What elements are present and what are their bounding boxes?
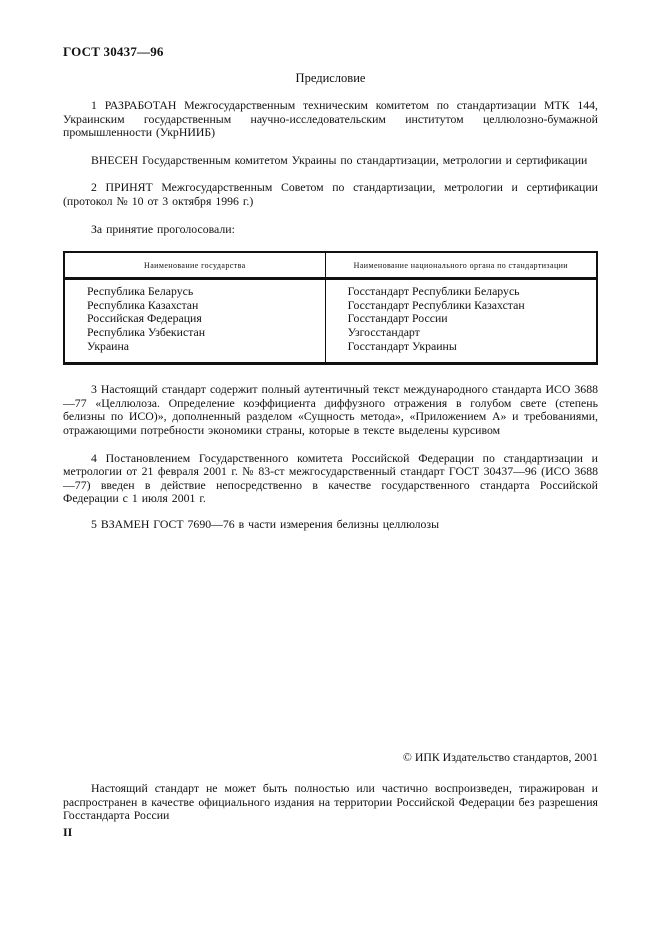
table-row: [64, 299, 597, 313]
table-cell-state: Украина: [64, 340, 325, 364]
table-cell-body: Узгосстандарт: [347, 324, 420, 339]
paragraph-adopted: [63, 181, 598, 208]
doc-code-header: ГОСТ 30437—96: [63, 44, 164, 59]
paragraph-voted-intro: [63, 223, 598, 237]
page-number: II: [63, 825, 73, 839]
paragraph-voted-intro-text: За принятие проголосовали:: [91, 221, 235, 236]
paragraph-decree-text: 4 Постановлением Государственного комитета Российской Федерации по стандартизации и метрологии от 21 февраля 2001 г. № 83-ст межгосударственный стандарт ГОСТ 30437—96 (ИСО 3688—77) введен в действие непосредственно в качестве государственного стандарта Российской Федерации с 1 июля 2001 г.: [63, 450, 598, 506]
copyright-line: © ИПК Издательство стандартов, 2001: [402, 750, 598, 764]
vote-table-header-body: Наименование национального органа по стандартизации: [325, 252, 597, 279]
paragraph-replaces: [63, 518, 598, 532]
paragraph-developed-text: 1 РАЗРАБОТАН Межгосударственным техническим комитетом по стандартизации МТК 144, Украинским государственным научно-исследовательским институтом целлюлозно-бумажной промышленности (УкрНИИБ): [63, 98, 598, 140]
table-row: [64, 312, 597, 326]
vote-table-header-row: [64, 252, 597, 279]
table-cell-state: Республика Узбекистан: [64, 326, 325, 340]
restriction-note: [63, 782, 598, 823]
paragraph-contains: [63, 383, 598, 437]
table-row: [64, 340, 597, 364]
vote-table-body: [64, 279, 597, 364]
preface-title: Предисловие: [295, 71, 366, 85]
table-cell-state: Республика Беларусь: [64, 279, 325, 299]
table-row: [64, 279, 597, 299]
restriction-note-text: Настоящий стандарт не может быть полностью или частично воспроизведен, тиражирован и распространен в качестве официального издания на территории Российской Федерации без разрешения Госстандарта России: [63, 781, 598, 823]
table-row: [64, 326, 597, 340]
vote-table: [63, 251, 598, 365]
table-cell-body: Госстандарт России: [347, 311, 448, 326]
paragraph-submitted: [63, 154, 598, 168]
paragraph-adopted-text: 2 ПРИНЯТ Межгосударственным Советом по стандартизации, метрологии и сертификации (протокол № 10 от 3 октября 1996 г.): [63, 180, 598, 208]
table-cell-body: Госстандарт Украины: [347, 338, 457, 353]
paragraph-contains-text: 3 Настоящий стандарт содержит полный аутентичный текст международного стандарта ИСО 3688—77 «Целлюлоза. Определение коэффициента диффузного отражения в голубом свете (степень белизны по ИСО)», дополненный разделом «Сущность метода», «Приложением А» и требованиями, отражающими потребности экономики страны, которые в тексте выделены курсивом: [63, 382, 598, 437]
table-cell-body: Госстандарт Республики Казахстан: [347, 297, 525, 312]
paragraph-replaces-text: 5 ВЗАМЕН ГОСТ 7690—76 в части измерения белизны целлюлозы: [91, 516, 439, 531]
table-cell-body: Госстандарт Республики Беларусь: [347, 284, 520, 299]
paragraph-developed: [63, 99, 598, 140]
paragraph-decree: [63, 452, 598, 506]
paragraph-submitted-text: ВНЕСЕН Государственным комитетом Украины по стандартизации, метрологии и сертификации: [91, 152, 588, 167]
table-cell-state: Республика Казахстан: [64, 299, 325, 313]
vote-table-head: [64, 252, 597, 279]
vote-table-header-state: Наименование государства: [64, 252, 325, 279]
table-cell-state: Российская Федерация: [64, 312, 325, 326]
document-content: [63, 44, 598, 531]
